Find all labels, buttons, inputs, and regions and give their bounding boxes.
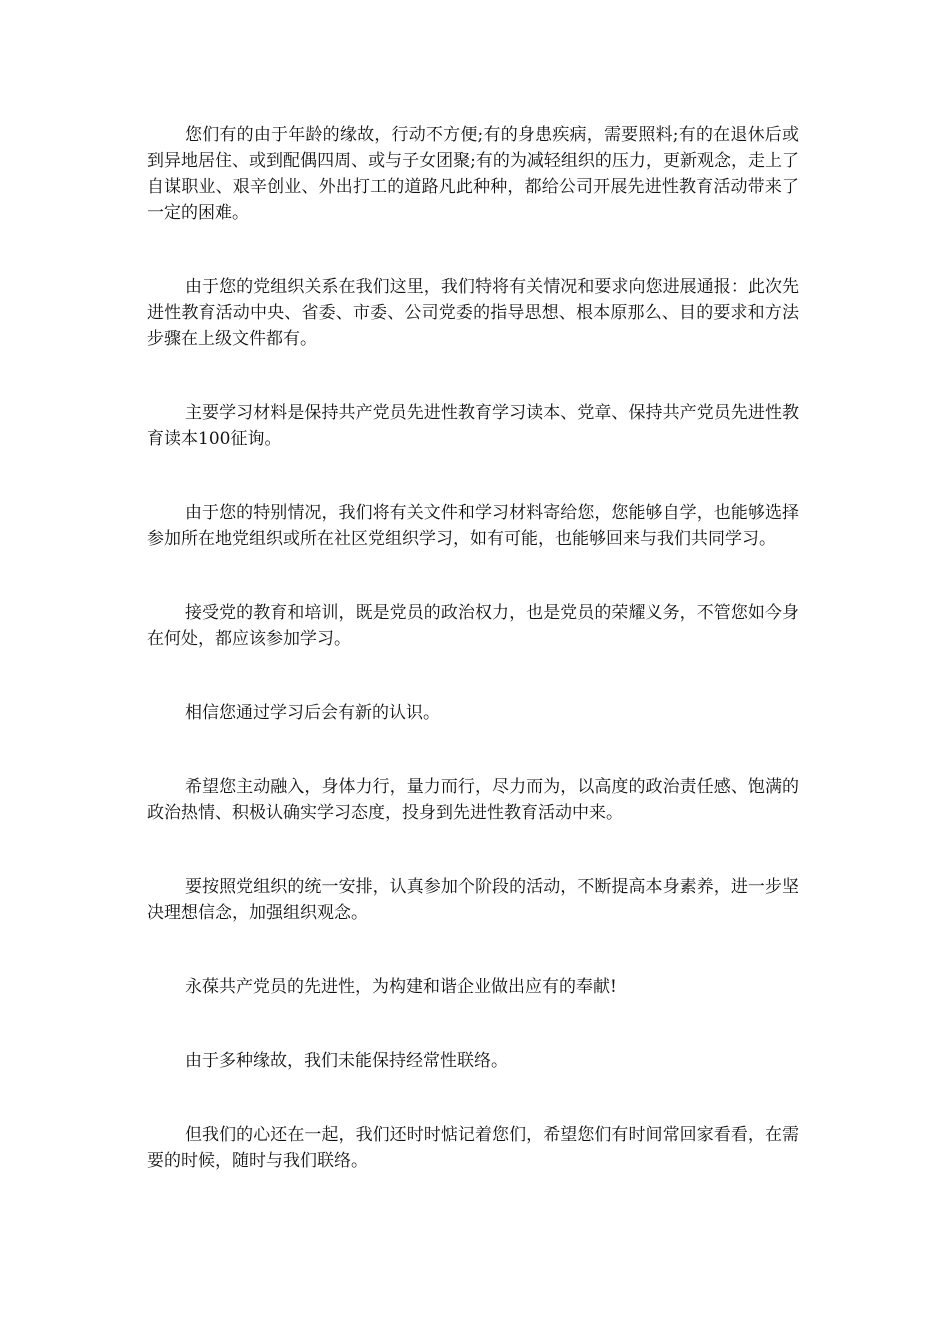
paragraph: 您们有的由于年龄的缘故，行动不方便;有的身患疾病，需要照料;有的在退休后或到异地居住、或到配偶四周、或与子女团聚;有的为减轻组织的压力，更新观念，走上了自谋职业、艰辛创业、外出打工的道路凡此种种，都给公司开展先进性教育活动带来了一定的困难。 — [147, 125, 799, 223]
paragraph: 永葆共产党员的先进性，为构建和谐企业做出应有的奉献! — [185, 977, 617, 997]
paragraph: 但我们的心还在一起，我们还时时惦记着您们，希望您们有时间常回家看看，在需要的时候，随时与我们联络。 — [147, 1125, 799, 1171]
document-body — [147, 122, 799, 1222]
paragraph: 相信您通过学习后会有新的认识。 — [185, 703, 440, 723]
paragraph: 接受党的教育和培训，既是党员的政治权力，也是党员的荣耀义务，不管您如今身在何处，都应该参加学习。 — [147, 603, 799, 649]
paragraph: 由于您的特别情况，我们将有关文件和学习材料寄给您，您能够自学，也能够选择参加所在地党组织或所在社区党组织学习，如有可能，也能够回来与我们共同学习。 — [147, 503, 799, 549]
paragraph: 由于多种缘故，我们未能保持经常性联络。 — [185, 1051, 508, 1071]
paragraph: 要按照党组织的统一安排，认真参加个阶段的活动，不断提高本身素养，进一步坚决理想信念，加强组织观念。 — [147, 877, 799, 923]
paragraph: 主要学习材料是保持共产党员先进性教育学习读本、党章、保持共产党员先进性教育读本100征询。 — [147, 403, 799, 449]
paragraph: 由于您的党组织关系在我们这里，我们特将有关情况和要求向您进展通报：此次先进性教育活动中央、省委、市委、公司党委的指导思想、根本原那么、目的要求和方法步骤在上级文件都有。 — [147, 277, 799, 349]
paragraph: 希望您主动融入，身体力行，量力而行，尽力而为，以高度的政治责任感、饱满的政治热情、积极认确实学习态度，投身到先进性教育活动中来。 — [147, 777, 799, 823]
